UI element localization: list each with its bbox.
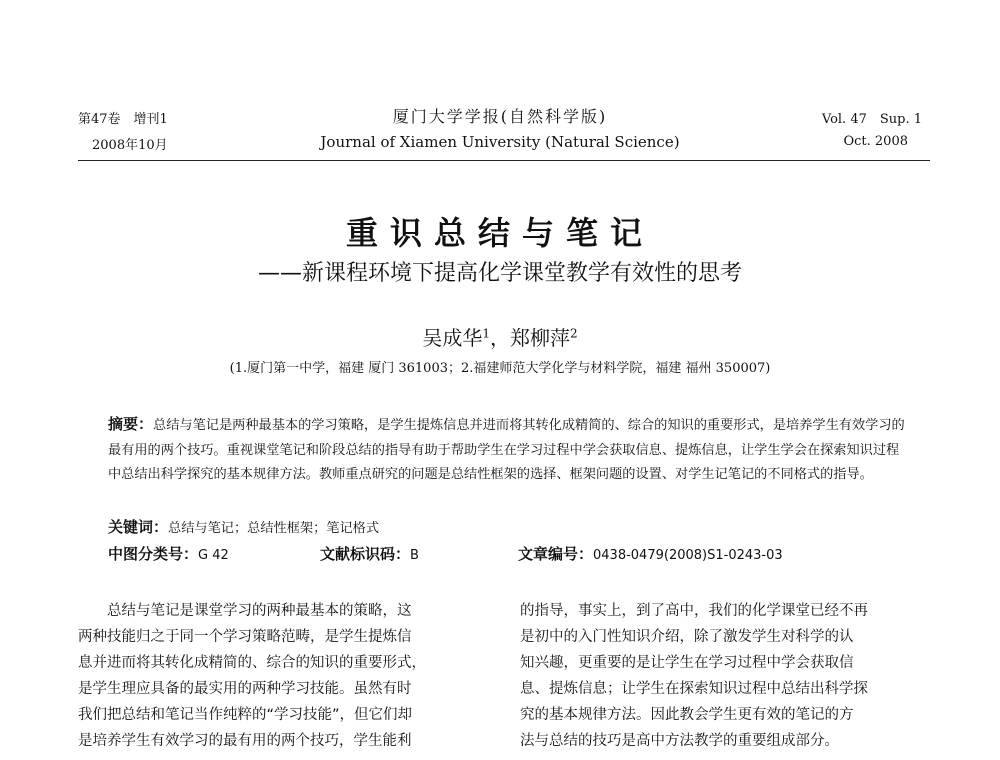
- author-affil-mark: 1: [482, 326, 490, 341]
- doc-value: B: [410, 548, 419, 563]
- doc-label: 文献标识码：: [320, 545, 411, 563]
- body-line: 我们把总结和笔记当作纯粹的“学习技能”，但它们却: [78, 707, 413, 723]
- body-line: 两种技能归之于同一个学习策略范畴，是学生提炼信: [78, 629, 412, 645]
- header-volume-en: Vol. 47 Sup. 1: [821, 112, 922, 127]
- body-line: 息并进而将其转化成精简的、综合的知识的重要形式，: [78, 655, 426, 671]
- clc-value: G 42: [198, 548, 229, 563]
- art-label: 文章编号：: [518, 545, 594, 563]
- body-line: 是学生理应具备的最实用的两种学习技能。虽然有时: [78, 681, 412, 697]
- body-line: 是初中的入门性知识介绍，除了激发学生对科学的认: [520, 629, 854, 645]
- keywords: [108, 516, 908, 537]
- body-line: 法与总结的技巧是高中方法教学的重要组成部分。: [520, 733, 839, 749]
- header-rule: [78, 160, 930, 161]
- abstract-text: 总结与笔记是两种最基本的学习策略，是学生提炼信息并进而将其转化成精简的、综合的知识的重要形式，是培养学生有效学习的最有用的两个技巧。重视课堂笔记和阶段总结的指导有助于帮助学生在学习过程中学会获取信息、提炼信息，让学生学会在探索知识过程中总结出科学探究的基本规律方法。教师重点研究的问题是总结性框架的选择、框架问题的设置、对学生记笔记的不同格式的指导。: [108, 418, 905, 482]
- document-code: [320, 543, 419, 564]
- body-line: 的指导，事实上，到了高中，我们的化学课堂已经不再: [520, 603, 868, 619]
- header-date-en: Oct. 2008: [843, 134, 908, 149]
- keywords-text: 总结与笔记；总结性框架；笔记格式: [168, 521, 380, 536]
- article-title: 重识总结与笔记: [345, 214, 654, 252]
- author-affil-mark: 2: [570, 326, 578, 341]
- author-name: 吴成华: [422, 326, 483, 350]
- abstract-label: 摘要：: [108, 415, 154, 433]
- journal-title-cn: 厦门大学学报(自然科学版): [392, 107, 608, 126]
- body-line: 息、提炼信息；让学生在探索知识过程中总结出科学探: [520, 681, 868, 697]
- body-line: 总结与笔记是课堂学习的两种最基本的策略，这: [107, 603, 412, 619]
- journal-title-en: Journal of Xiamen University (Natural Science): [320, 133, 680, 151]
- art-value: 0438-0479(2008)S1-0243-03: [593, 548, 783, 563]
- article-number: [518, 543, 783, 564]
- body-line: 是培养学生有效学习的最有用的两个技巧，学生能利: [78, 733, 412, 749]
- body-column-left: [78, 598, 486, 754]
- abstract: [108, 412, 908, 488]
- affiliation: (1.厦门第一中学，福建 厦门 361003；2.福建师范大学化学与材料学院，福建 福州 350007): [229, 361, 771, 376]
- author-separator: ，: [490, 326, 510, 350]
- header-date-cn: 2008年10月: [92, 138, 168, 153]
- header-volume-cn: 第47卷 增刊1: [78, 112, 168, 127]
- author-line: [0, 322, 1000, 351]
- keywords-label: 关键词：: [108, 518, 169, 536]
- body-column-right: [520, 598, 928, 754]
- body-line: 究的基本规律方法。因此教会学生更有效的笔记的方: [520, 707, 854, 723]
- clc-label: 中图分类号：: [108, 545, 199, 563]
- author-name: 郑柳萍: [510, 326, 570, 350]
- article-subtitle: ——新课程环境下提高化学课堂教学有效性的思考: [257, 261, 742, 286]
- clc-number: [108, 543, 229, 564]
- body-line: 知兴趣，更重要的是让学生在学习过程中学会获取信: [520, 655, 854, 671]
